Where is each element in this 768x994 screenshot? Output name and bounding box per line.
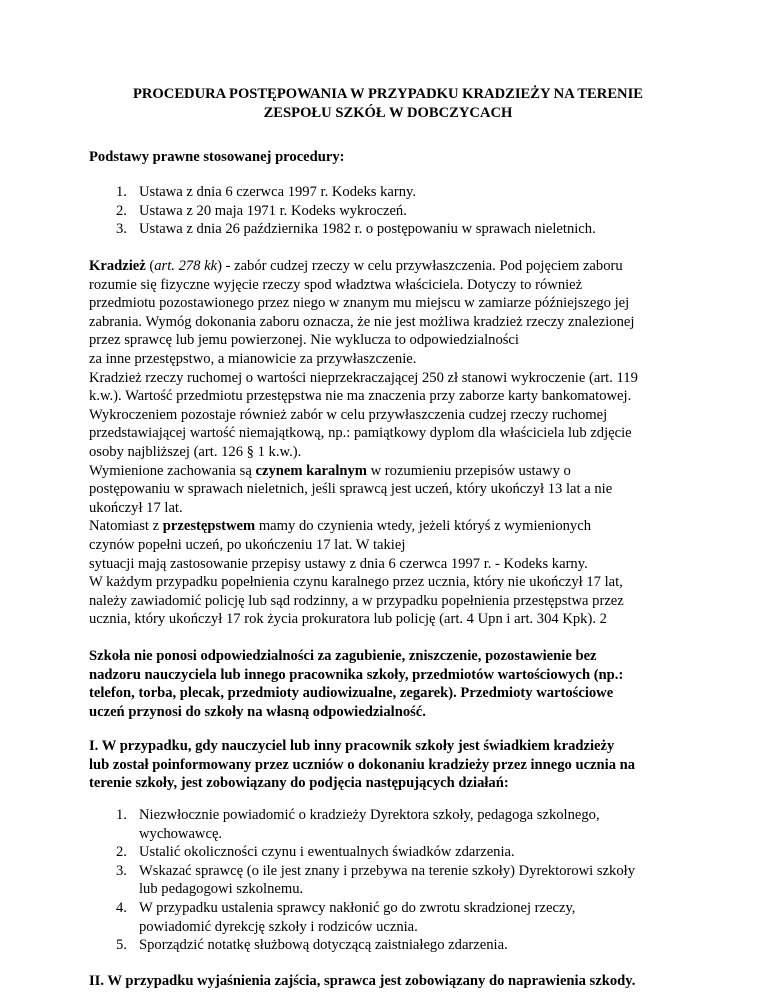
list-item: 3. Wskazać sprawcę (o ile jest znany i przebywa na terenie szkoły) Dyrektorowi szkoły lub pedagogowi szkolnemu. [116, 862, 635, 898]
legal-basis-heading: Podstawy prawne stosowanej procedury: [89, 149, 345, 165]
article-reference: art. 278 kk [154, 258, 218, 274]
list-item: 4. W przypadku ustalenia sprawcy nakłonić go do zwrotu skradzionej rzeczy, powiadomić dyrekcję szkoły i rodziców ucznia. [116, 899, 576, 935]
list-item: 3. Ustawa z dnia 26 października 1982 r. o postępowaniu w sprawach nieletnich. [116, 221, 596, 238]
section-1-heading: I. W przypadku, gdy nauczyciel lub inny pracownik szkoły jest świadkiem kradzieży lub został poinformowany przez uczniów o dokonaniu kradzieży przez innego ucznia na terenie szkoły, jest zobowiązany do podjęcia następujących działań: [89, 738, 636, 792]
section-2-heading: II. W przypadku wyjaśnienia zajścia, sprawca jest zobowiązany do naprawienia szkody. [89, 973, 636, 989]
list-item: 1. Niezwłocznie powiadomić o kradzieży Dyrektora szkoły, pedagoga szkolnego, wychowawcę. [116, 807, 600, 842]
legal-basis-list [89, 183, 689, 239]
list-item: 2. Ustawa z 20 maja 1971 r. Kodeks wykroczeń. [116, 202, 407, 219]
list-item: 1. Ustawa z dnia 6 czerwca 1997 r. Kodeks karny. [116, 184, 417, 200]
punishable-act-term: czynem karalnym [255, 462, 367, 479]
definition-paragraph: Kradzież (art. 278 kk) - zabór cudzej rzeczy w celu przywłaszczenia. Pod pojęciem zaboru rozumie się fizyczne wyjęcie rzeczy spod władztwa właściciela. Dotyczy to również przedmiotu pozostawionego przez niego w znanym mu miejscu w zamiarze późniejszego jej zabrania. Wymóg dokonania zaboru oznacza, że nie jest możliwa kradzież rzeczy znalezionej przez sprawcę lub jemu powierzonej. Nie wyklucza to odpowiedzialności za inne przestępstwo, a mianowicie za przywłaszczenie. Kradzież rzeczy ruchomej o wartości nieprzekraczającej 250 zł stanowi wykroczenie (art. 119 k.w.). Wartość przedmiotu przestępstwa nie ma znaczenia przy zaborze karty bankomatowej. Wykroczeniem pozostaje również zabór w celu przywłaszczenia cudzej rzeczy ruchomej przedstawiającej wartość niemajątkową, np.: pamiątkowy dyplom dla właściciela lub zdjęcie osoby najbliższej (art. 126 § 1 k.w.). Wymienione zachowania są czynem karalnym w rozumieniu przepisów ustawy o postępowaniu w sprawach nieletnich, jeśli sprawcą jest uczeń, który ukończył 13 lat a nie ukończył 17 lat. Natomiast z przestępstwem mamy do czynienia wtedy, jeżeli któryś z wymienionych czynów popełni uczeń, po ukończeniu 17 lat. W takiej sytuacji mają zastosowanie przepisy ustawy z dnia 6 czerwca 1997 r. - Kodeks karny. W każdym przypadku popełnienia czynu karalnego przez ucznia, który nie ukończył 17 lat, należy zawiadomić policję lub sąd rodzinny, a w przypadku popełnienia przestępstwa przez ucznia, który ukończył 17 rok życia prokuratora lub policję (art. 4 Upn i art. 304 Kpk). 2 [89, 258, 638, 628]
definition-term: Kradzież [89, 258, 146, 274]
list-item: 2. Ustalić okoliczności czynu i ewentualnych świadków zdarzenia. [116, 844, 515, 861]
document-title [90, 85, 686, 122]
title-line-1: PROCEDURA POSTĘPOWANIA W PRZYPADKU KRADZIEŻY NA TERENIE [132, 86, 644, 102]
liability-paragraph: Szkoła nie ponosi odpowiedzialności za zagubienie, zniszczenie, pozostawienie bez nadzoru nauczyciela lub innego pracownika szkoły, przedmiotów wartościowych (np.: telefon, torba, plecak, przedmioty audiowizualne, zegarek). Przedmioty wartościowe uczeń przynosi do szkoły na własną odpowiedzialność. [89, 648, 624, 720]
crime-term: przestępstwem [162, 518, 256, 535]
list-item: 5. Sporządzić notatkę służbową dotyczącą zaistniałego zdarzenia. [116, 937, 508, 954]
title-line-2: ZESPOŁU SZKÓŁ W DOBCZYCACH [263, 104, 513, 121]
section-1-list [89, 806, 689, 955]
